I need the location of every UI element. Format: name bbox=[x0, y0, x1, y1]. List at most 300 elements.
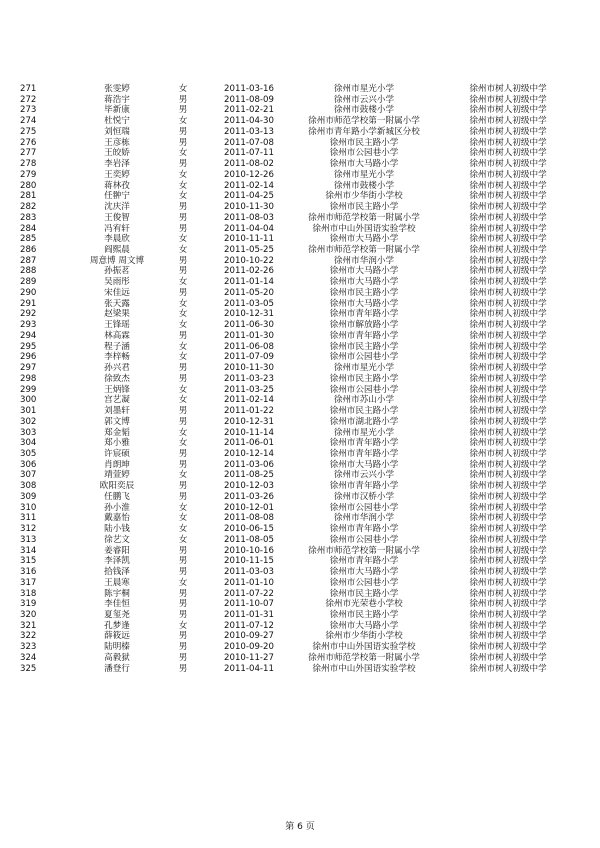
primary-school: 徐州市大马路小学 bbox=[329, 159, 399, 170]
student-name: 王炳锋 bbox=[104, 384, 130, 395]
primary-school: 徐州市鼓楼小学 bbox=[333, 105, 395, 116]
primary-school: 徐州市大马路小学 bbox=[329, 567, 399, 578]
table-row bbox=[0, 599, 600, 610]
row-number: 315 bbox=[20, 556, 37, 567]
primary-school: 徐州市公园巷小学 bbox=[329, 577, 399, 588]
student-name: 孔梦逢 bbox=[104, 620, 130, 631]
middle-school: 徐州市树人初级中学 bbox=[469, 395, 547, 406]
primary-school: 徐州市公园巷小学 bbox=[329, 148, 399, 159]
table-row bbox=[0, 621, 600, 632]
primary-school: 徐州市青年路小学 bbox=[329, 438, 399, 449]
birth-date: 2011-04-25 bbox=[224, 191, 274, 202]
middle-school: 徐州市树人初级中学 bbox=[469, 234, 547, 245]
table-row bbox=[0, 288, 600, 299]
row-number: 293 bbox=[20, 320, 37, 331]
student-name: 徐致杰 bbox=[104, 373, 130, 384]
middle-school: 徐州市树人初级中学 bbox=[469, 84, 547, 94]
primary-school: 徐州市民主路小学 bbox=[329, 202, 399, 213]
table-row bbox=[0, 331, 600, 342]
row-number: 312 bbox=[20, 524, 37, 535]
birth-date: 2010-06-15 bbox=[224, 524, 274, 535]
student-name: 王皎娇 bbox=[104, 148, 130, 159]
birth-date: 2011-04-11 bbox=[224, 663, 274, 674]
gender: 女 bbox=[178, 341, 188, 352]
middle-school: 徐州市树人初级中学 bbox=[469, 545, 547, 556]
primary-school: 徐州市云兴小学 bbox=[333, 470, 395, 481]
birth-date: 2011-03-23 bbox=[224, 373, 274, 384]
student-name: 张天露 bbox=[104, 298, 130, 309]
student-name: 赵梁果 bbox=[104, 309, 130, 320]
middle-school: 徐州市树人初级中学 bbox=[469, 137, 547, 148]
row-number: 318 bbox=[20, 588, 37, 599]
middle-school: 徐州市树人初级中学 bbox=[469, 363, 547, 374]
row-number: 311 bbox=[20, 513, 37, 524]
student-name: 程子涵 bbox=[104, 341, 130, 352]
birth-date: 2011-10-07 bbox=[224, 599, 274, 610]
table-row bbox=[0, 309, 600, 320]
table-row bbox=[0, 191, 600, 202]
birth-date: 2011-08-08 bbox=[224, 513, 274, 524]
student-list-table bbox=[0, 84, 600, 674]
primary-school: 徐州市少华街小学校 bbox=[325, 631, 403, 642]
table-row bbox=[0, 438, 600, 449]
gender: 男 bbox=[178, 126, 188, 137]
table-row bbox=[0, 266, 600, 277]
middle-school: 徐州市树人初级中学 bbox=[469, 330, 547, 341]
gender: 男 bbox=[178, 330, 188, 341]
student-name: 阎熙晨 bbox=[104, 245, 130, 256]
table-row bbox=[0, 546, 600, 557]
table-row bbox=[0, 159, 600, 170]
gender: 男 bbox=[178, 642, 188, 653]
table-row bbox=[0, 320, 600, 331]
table-row bbox=[0, 277, 600, 288]
gender: 女 bbox=[178, 169, 188, 180]
student-name: 潘登行 bbox=[104, 663, 130, 674]
primary-school: 徐州市光荣巷小学校 bbox=[325, 599, 403, 610]
middle-school: 徐州市树人初级中学 bbox=[469, 105, 547, 116]
row-number: 302 bbox=[20, 416, 37, 427]
row-number: 322 bbox=[20, 631, 37, 642]
row-number: 272 bbox=[20, 94, 37, 105]
middle-school: 徐州市树人初级中学 bbox=[469, 212, 547, 223]
primary-school: 徐州市青年路小学 bbox=[329, 556, 399, 567]
gender: 女 bbox=[178, 180, 188, 191]
student-name: 陈宇桐 bbox=[104, 588, 130, 599]
student-name: 蒋林孜 bbox=[104, 180, 130, 191]
row-number: 276 bbox=[20, 137, 37, 148]
gender: 女 bbox=[178, 277, 188, 288]
student-name: 李梓畅 bbox=[104, 352, 130, 363]
birth-date: 2010-10-16 bbox=[224, 545, 274, 556]
table-row bbox=[0, 363, 600, 374]
primary-school: 徐州市湖北路小学 bbox=[329, 416, 399, 427]
primary-school: 徐州市民主路小学 bbox=[329, 137, 399, 148]
middle-school: 徐州市树人初级中学 bbox=[469, 577, 547, 588]
student-name: 张雯婷 bbox=[104, 84, 130, 94]
student-name: 欧阳奕辰 bbox=[99, 481, 135, 492]
birth-date: 2010-11-30 bbox=[224, 202, 274, 213]
primary-school: 徐州市少华街小学校 bbox=[325, 191, 403, 202]
student-name: 王俊智 bbox=[104, 212, 130, 223]
birth-date: 2010-11-30 bbox=[224, 363, 274, 374]
birth-date: 2011-01-30 bbox=[224, 330, 274, 341]
gender: 女 bbox=[178, 513, 188, 524]
student-name: 陆明榛 bbox=[104, 642, 130, 653]
row-number: 271 bbox=[20, 84, 37, 94]
middle-school: 徐州市树人初级中学 bbox=[469, 470, 547, 481]
middle-school: 徐州市树人初级中学 bbox=[469, 245, 547, 256]
student-name: 许宸硕 bbox=[104, 448, 130, 459]
table-row bbox=[0, 556, 600, 567]
gender: 男 bbox=[178, 491, 188, 502]
primary-school: 徐州市星光小学 bbox=[333, 363, 395, 374]
gender: 女 bbox=[178, 502, 188, 513]
row-number: 306 bbox=[20, 459, 37, 470]
gender: 女 bbox=[178, 438, 188, 449]
student-name: 戴嘉怡 bbox=[104, 513, 130, 524]
birth-date: 2011-01-31 bbox=[224, 609, 274, 620]
birth-date: 2011-04-30 bbox=[224, 116, 274, 127]
row-number: 317 bbox=[20, 577, 37, 588]
birth-date: 2010-12-26 bbox=[224, 169, 274, 180]
table-row bbox=[0, 460, 600, 471]
primary-school: 徐州市青年路小学 bbox=[329, 524, 399, 535]
table-row bbox=[0, 245, 600, 256]
table-row bbox=[0, 127, 600, 138]
birth-date: 2010-12-03 bbox=[224, 481, 274, 492]
table-row bbox=[0, 116, 600, 127]
student-name: 姜睿阳 bbox=[104, 545, 130, 556]
row-number: 279 bbox=[20, 169, 37, 180]
primary-school: 徐州市师范学校第一附属小学 bbox=[308, 545, 420, 556]
primary-school: 徐州市师范学校第一附属小学 bbox=[308, 212, 420, 223]
birth-date: 2011-03-05 bbox=[224, 298, 274, 309]
table-row bbox=[0, 256, 600, 267]
row-number: 321 bbox=[20, 620, 37, 631]
student-name: 宋佳远 bbox=[104, 287, 130, 298]
middle-school: 徐州市树人初级中学 bbox=[469, 652, 547, 663]
student-name: 王彦栋 bbox=[104, 137, 130, 148]
table-row bbox=[0, 653, 600, 664]
birth-date: 2011-06-08 bbox=[224, 341, 274, 352]
student-name: 任翀宁 bbox=[104, 191, 130, 202]
row-number: 296 bbox=[20, 352, 37, 363]
primary-school: 徐州市公园巷小学 bbox=[329, 534, 399, 545]
gender: 女 bbox=[178, 470, 188, 481]
primary-school: 徐州市星光小学 bbox=[333, 427, 395, 438]
middle-school: 徐州市树人初级中学 bbox=[469, 191, 547, 202]
primary-school: 徐州市公园巷小学 bbox=[329, 502, 399, 513]
student-name: 王锋瑶 bbox=[104, 320, 130, 331]
birth-date: 2011-03-16 bbox=[224, 84, 274, 94]
student-name: 李泽凯 bbox=[104, 556, 130, 567]
primary-school: 徐州市青年路小学新城区分校 bbox=[308, 126, 420, 137]
middle-school: 徐州市树人初级中学 bbox=[469, 556, 547, 567]
student-name: 冯宥轩 bbox=[104, 223, 130, 234]
gender: 女 bbox=[178, 309, 188, 320]
table-row bbox=[0, 524, 600, 535]
gender: 男 bbox=[178, 363, 188, 374]
row-number: 275 bbox=[20, 126, 37, 137]
student-name: 肖朗坤 bbox=[104, 459, 130, 470]
student-name: 徐艺文 bbox=[104, 534, 130, 545]
primary-school: 徐州市中山外国语实验学校 bbox=[312, 663, 416, 674]
gender: 女 bbox=[178, 298, 188, 309]
middle-school: 徐州市树人初级中学 bbox=[469, 373, 547, 384]
primary-school: 徐州市中山外国语实验学校 bbox=[312, 642, 416, 653]
table-row bbox=[0, 642, 600, 653]
birth-date: 2011-02-14 bbox=[224, 180, 274, 191]
birth-date: 2011-03-26 bbox=[224, 491, 274, 502]
table-row bbox=[0, 138, 600, 149]
middle-school: 徐州市树人初级中学 bbox=[469, 438, 547, 449]
table-row bbox=[0, 105, 600, 116]
student-name: 刘恒瑞 bbox=[104, 126, 130, 137]
middle-school: 徐州市树人初级中学 bbox=[469, 620, 547, 631]
row-number: 299 bbox=[20, 384, 37, 395]
gender: 男 bbox=[178, 459, 188, 470]
gender: 女 bbox=[178, 534, 188, 545]
primary-school: 徐州市青年路小学 bbox=[329, 481, 399, 492]
birth-date: 2011-05-25 bbox=[224, 245, 274, 256]
birth-date: 2011-06-01 bbox=[224, 438, 274, 449]
birth-date: 2010-09-20 bbox=[224, 642, 274, 653]
row-number: 301 bbox=[20, 406, 37, 417]
primary-school: 徐州市星光小学 bbox=[333, 84, 395, 94]
table-row bbox=[0, 513, 600, 524]
gender: 女 bbox=[178, 84, 188, 94]
gender: 男 bbox=[178, 105, 188, 116]
birth-date: 2010-12-31 bbox=[224, 416, 274, 427]
middle-school: 徐州市树人初级中学 bbox=[469, 384, 547, 395]
student-name: 李晨欣 bbox=[104, 234, 130, 245]
table-row bbox=[0, 148, 600, 159]
birth-date: 2010-10-22 bbox=[224, 255, 274, 266]
student-name: 靖萱婷 bbox=[104, 470, 130, 481]
birth-date: 2011-03-06 bbox=[224, 459, 274, 470]
table-row bbox=[0, 224, 600, 235]
student-name: 孙振茗 bbox=[104, 266, 130, 277]
table-row bbox=[0, 202, 600, 213]
middle-school: 徐州市树人初级中学 bbox=[469, 202, 547, 213]
gender: 女 bbox=[178, 620, 188, 631]
middle-school: 徐州市树人初级中学 bbox=[469, 609, 547, 620]
row-number: 286 bbox=[20, 245, 37, 256]
gender: 男 bbox=[178, 416, 188, 427]
table-row bbox=[0, 342, 600, 353]
middle-school: 徐州市树人初级中学 bbox=[469, 126, 547, 137]
row-number: 303 bbox=[20, 427, 37, 438]
table-row bbox=[0, 503, 600, 514]
birth-date: 2010-09-27 bbox=[224, 631, 274, 642]
middle-school: 徐州市树人初级中学 bbox=[469, 320, 547, 331]
birth-date: 2011-06-30 bbox=[224, 320, 274, 331]
row-number: 277 bbox=[20, 148, 37, 159]
student-name: 李佳恒 bbox=[104, 599, 130, 610]
row-number: 309 bbox=[20, 491, 37, 502]
student-name: 王奕婷 bbox=[104, 169, 130, 180]
gender: 男 bbox=[178, 599, 188, 610]
student-name: 刘墨轩 bbox=[104, 406, 130, 417]
table-row bbox=[0, 84, 600, 95]
gender: 女 bbox=[178, 384, 188, 395]
row-number: 291 bbox=[20, 298, 37, 309]
primary-school: 徐州市师范学校第一附属小学 bbox=[308, 652, 420, 663]
primary-school: 徐州市苏山小学 bbox=[333, 395, 395, 406]
middle-school: 徐州市树人初级中学 bbox=[469, 266, 547, 277]
birth-date: 2011-07-12 bbox=[224, 620, 274, 631]
row-number: 324 bbox=[20, 652, 37, 663]
table-row bbox=[0, 567, 600, 578]
row-number: 323 bbox=[20, 642, 37, 653]
table-row bbox=[0, 428, 600, 439]
student-name: 毕新康 bbox=[104, 105, 130, 116]
gender: 男 bbox=[178, 545, 188, 556]
middle-school: 徐州市树人初级中学 bbox=[469, 169, 547, 180]
middle-school: 徐州市树人初级中学 bbox=[469, 94, 547, 105]
table-row bbox=[0, 589, 600, 600]
student-name: 杜悦宁 bbox=[104, 116, 130, 127]
table-row bbox=[0, 395, 600, 406]
primary-school: 徐州市青年路小学 bbox=[329, 448, 399, 459]
row-number: 295 bbox=[20, 341, 37, 352]
gender: 女 bbox=[178, 577, 188, 588]
birth-date: 2011-01-22 bbox=[224, 406, 274, 417]
middle-school: 徐州市树人初级中学 bbox=[469, 416, 547, 427]
student-name: 郑小雅 bbox=[104, 438, 130, 449]
primary-school: 徐州市公园巷小学 bbox=[329, 384, 399, 395]
gender: 男 bbox=[178, 481, 188, 492]
gender: 男 bbox=[178, 663, 188, 674]
primary-school: 徐州市云兴小学 bbox=[333, 94, 395, 105]
row-number: 292 bbox=[20, 309, 37, 320]
birth-date: 2011-03-25 bbox=[224, 384, 274, 395]
middle-school: 徐州市树人初级中学 bbox=[469, 631, 547, 642]
primary-school: 徐州市青年路小学 bbox=[329, 330, 399, 341]
birth-date: 2011-04-04 bbox=[224, 223, 274, 234]
primary-school: 徐州市大马路小学 bbox=[329, 459, 399, 470]
middle-school: 徐州市树人初级中学 bbox=[469, 148, 547, 159]
middle-school: 徐州市树人初级中学 bbox=[469, 406, 547, 417]
student-name: 陆小钱 bbox=[104, 524, 130, 535]
row-number: 280 bbox=[20, 180, 37, 191]
birth-date: 2010-12-01 bbox=[224, 502, 274, 513]
birth-date: 2011-08-25 bbox=[224, 470, 274, 481]
middle-school: 徐州市树人初级中学 bbox=[469, 352, 547, 363]
gender: 男 bbox=[178, 588, 188, 599]
primary-school: 徐州市民主路小学 bbox=[329, 287, 399, 298]
row-number: 274 bbox=[20, 116, 37, 127]
primary-school: 徐州市鼓楼小学 bbox=[333, 180, 395, 191]
table-row bbox=[0, 181, 600, 192]
gender: 男 bbox=[178, 212, 188, 223]
table-row bbox=[0, 95, 600, 106]
primary-school: 徐州市星光小学 bbox=[333, 169, 395, 180]
row-number: 278 bbox=[20, 159, 37, 170]
gender: 男 bbox=[178, 448, 188, 459]
gender: 女 bbox=[178, 524, 188, 535]
birth-date: 2011-07-08 bbox=[224, 137, 274, 148]
gender: 男 bbox=[178, 406, 188, 417]
primary-school: 徐州市公园巷小学 bbox=[329, 352, 399, 363]
row-number: 319 bbox=[20, 599, 37, 610]
gender: 女 bbox=[178, 427, 188, 438]
row-number: 273 bbox=[20, 105, 37, 116]
table-row bbox=[0, 385, 600, 396]
middle-school: 徐州市树人初级中学 bbox=[469, 502, 547, 513]
table-row bbox=[0, 352, 600, 363]
student-name: 任鹏飞 bbox=[104, 491, 130, 502]
birth-date: 2011-07-22 bbox=[224, 588, 274, 599]
row-number: 305 bbox=[20, 448, 37, 459]
gender: 女 bbox=[178, 148, 188, 159]
row-number: 290 bbox=[20, 287, 37, 298]
row-number: 307 bbox=[20, 470, 37, 481]
primary-school: 徐州市大马路小学 bbox=[329, 277, 399, 288]
birth-date: 2011-07-09 bbox=[224, 352, 274, 363]
primary-school: 徐州市大马路小学 bbox=[329, 298, 399, 309]
table-row bbox=[0, 234, 600, 245]
student-name: 薛筱远 bbox=[104, 631, 130, 642]
row-number: 284 bbox=[20, 223, 37, 234]
birth-date: 2010-12-14 bbox=[224, 448, 274, 459]
middle-school: 徐州市树人初级中学 bbox=[469, 534, 547, 545]
primary-school: 徐州市师范学校第一附属小学 bbox=[308, 116, 420, 127]
gender: 男 bbox=[178, 373, 188, 384]
gender: 男 bbox=[178, 255, 188, 266]
table-row bbox=[0, 631, 600, 642]
birth-date: 2011-01-10 bbox=[224, 577, 274, 588]
row-number: 308 bbox=[20, 481, 37, 492]
middle-school: 徐州市树人初级中学 bbox=[469, 567, 547, 578]
gender: 女 bbox=[178, 245, 188, 256]
middle-school: 徐州市树人初级中学 bbox=[469, 116, 547, 127]
table-row bbox=[0, 481, 600, 492]
student-name: 蒋浩宇 bbox=[104, 94, 130, 105]
table-row bbox=[0, 374, 600, 385]
gender: 男 bbox=[178, 567, 188, 578]
table-row bbox=[0, 610, 600, 621]
gender: 男 bbox=[178, 556, 188, 567]
birth-date: 2011-02-14 bbox=[224, 395, 274, 406]
student-name: 孙小淮 bbox=[104, 502, 130, 513]
gender: 男 bbox=[178, 266, 188, 277]
middle-school: 徐州市树人初级中学 bbox=[469, 159, 547, 170]
middle-school: 徐州市树人初级中学 bbox=[469, 642, 547, 653]
primary-school: 徐州市民主路小学 bbox=[329, 588, 399, 599]
gender: 女 bbox=[178, 320, 188, 331]
middle-school: 徐州市树人初级中学 bbox=[469, 309, 547, 320]
middle-school: 徐州市树人初级中学 bbox=[469, 513, 547, 524]
gender: 男 bbox=[178, 202, 188, 213]
gender: 男 bbox=[178, 94, 188, 105]
primary-school: 徐州市大马路小学 bbox=[329, 620, 399, 631]
birth-date: 2011-05-20 bbox=[224, 287, 274, 298]
table-row bbox=[0, 535, 600, 546]
middle-school: 徐州市树人初级中学 bbox=[469, 287, 547, 298]
birth-date: 2011-01-14 bbox=[224, 277, 274, 288]
table-row bbox=[0, 417, 600, 428]
student-name: 林高霖 bbox=[104, 330, 130, 341]
middle-school: 徐州市树人初级中学 bbox=[469, 481, 547, 492]
middle-school: 徐州市树人初级中学 bbox=[469, 223, 547, 234]
birth-date: 2010-11-11 bbox=[224, 234, 274, 245]
student-name: 郑金韬 bbox=[104, 427, 130, 438]
row-number: 297 bbox=[20, 363, 37, 374]
row-number: 281 bbox=[20, 191, 37, 202]
student-name: 拾钱泽 bbox=[104, 567, 130, 578]
